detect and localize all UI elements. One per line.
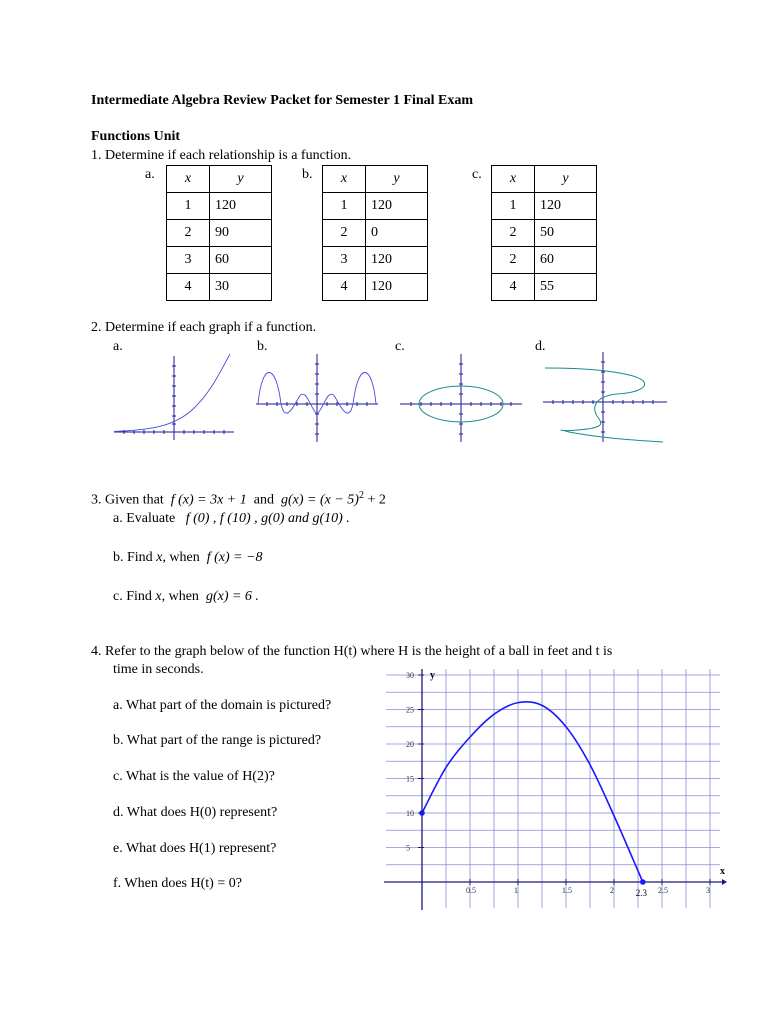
graph-d-curve: [545, 368, 663, 442]
q3b-expr: f (x) = −8: [206, 550, 263, 565]
question-2-text: 2. Determine if each graph if a function.: [91, 320, 317, 335]
chart-ticks: [406, 671, 710, 895]
graph-a-label: a.: [113, 339, 123, 354]
table-cell: 120: [210, 193, 272, 220]
x-tick-label: 3: [706, 886, 710, 895]
x-tick-label: 1: [514, 886, 518, 895]
x-axis-arrow-icon: [722, 879, 727, 885]
q3-f-definition: f (x) = 3x + 1: [170, 492, 247, 508]
table-b: [322, 165, 428, 301]
table-cell: 90: [210, 220, 272, 247]
table-cell: 4: [492, 274, 535, 301]
table-cell: 120: [366, 274, 428, 301]
graph-c-label: c.: [395, 339, 405, 354]
table-cell: 120: [366, 193, 428, 220]
q3c-prefix: c. Find: [113, 589, 152, 604]
x-tick-label: 1.5: [562, 886, 572, 895]
chart-series-line: [422, 702, 643, 882]
graph-b: [254, 352, 380, 444]
x-tick-label: 2: [610, 886, 614, 895]
q3a-terms: f (0) , f (10) , g(0) and g(10) .: [185, 511, 350, 526]
q3c-var: x: [155, 589, 162, 604]
question-4-line2: time in seconds.: [113, 662, 204, 677]
q4-part-c: c. What is the value of H(2)?: [113, 769, 275, 784]
table-cell: 1: [323, 193, 366, 220]
question-1-text: 1. Determine if each relationship is a function.: [91, 148, 352, 163]
unit-heading: Functions Unit: [91, 129, 181, 144]
table-a-label: a.: [145, 167, 155, 182]
x-tick-label: 2.5: [658, 886, 668, 895]
y-tick-label: 20: [406, 740, 414, 749]
table-cell: 1: [492, 193, 535, 220]
table-cell: 0: [366, 220, 428, 247]
page-title: Intermediate Algebra Review Packet for Semester 1 Final Exam: [91, 93, 474, 108]
question-3b: [113, 550, 263, 566]
q3-intro: 3. Given that: [91, 492, 164, 508]
x-tick-label: 0.5: [466, 886, 476, 895]
table-a-header-x: x: [167, 166, 210, 193]
y-tick-label: 15: [406, 774, 414, 784]
table-cell: 2: [167, 220, 210, 247]
table-cell: 50: [535, 220, 597, 247]
height-chart: [380, 664, 725, 912]
q3-and: and: [253, 492, 274, 508]
chart-axes: [384, 669, 727, 910]
q3b-var: x: [156, 550, 163, 565]
table-cell: 60: [535, 247, 597, 274]
chart-grid: [386, 669, 720, 908]
table-b-header-y: y: [366, 166, 428, 193]
q3c-expr: g(x) = 6 .: [205, 589, 259, 604]
table-c: [491, 165, 597, 301]
question-3-text: [91, 490, 386, 509]
graph-b-label: b.: [257, 339, 268, 354]
question-3c: [113, 589, 259, 605]
table-cell: 120: [535, 193, 597, 220]
q3b-prefix: b. Find: [113, 550, 153, 565]
table-cell: 3: [167, 247, 210, 274]
table-cell: 2: [323, 220, 366, 247]
q3-g-exponent: 2: [358, 490, 364, 501]
table-cell: 3: [323, 247, 366, 274]
table-cell: 4: [167, 274, 210, 301]
table-cell: 120: [366, 247, 428, 274]
table-b-header-x: x: [323, 166, 366, 193]
y-tick-label: 25: [406, 705, 414, 715]
table-cell: 2: [492, 247, 535, 274]
table-a: [166, 165, 272, 301]
q3a-prefix: a. Evaluate: [113, 511, 176, 526]
graph-a: [112, 352, 238, 442]
graph-d: [541, 350, 669, 444]
table-cell: 30: [210, 274, 272, 301]
q4-part-f: f. When does H(t) = 0?: [113, 876, 242, 891]
q4-part-b: b. What part of the range is pictured?: [113, 733, 322, 748]
q3b-mid: , when: [162, 550, 200, 565]
table-c-header-y: y: [535, 166, 597, 193]
table-cell: 55: [535, 274, 597, 301]
y-tick-label: 10: [406, 809, 414, 818]
graph-c: [398, 352, 524, 444]
q3-g-tail: + 2: [363, 492, 386, 508]
y-tick-label: 5: [406, 843, 410, 853]
table-cell: 1: [167, 193, 210, 220]
graph-d-label: d.: [535, 339, 546, 354]
q3c-mid: , when: [161, 589, 199, 604]
q4-part-a: a. What part of the domain is pictured?: [113, 698, 332, 713]
chart-y-label: y: [430, 670, 435, 681]
table-b-label: b.: [302, 167, 313, 182]
table-cell: 2: [492, 220, 535, 247]
chart-point-start: [419, 810, 425, 816]
question-4-line1: 4. Refer to the graph below of the function H(t) where H is the height of a ball in feet and t is: [91, 644, 613, 659]
q4-part-e: e. What does H(1) represent?: [113, 841, 277, 856]
table-c-label: c.: [472, 167, 482, 182]
chart-point-end: [640, 879, 646, 885]
table-cell: 60: [210, 247, 272, 274]
chart-annotation: 2.3: [635, 888, 648, 898]
q3-g-definition: g(x) = (x − 5): [280, 492, 359, 508]
question-3a: [113, 511, 350, 527]
q4-part-d: d. What does H(0) represent?: [113, 805, 278, 820]
table-cell: 4: [323, 274, 366, 301]
y-tick-label: 30: [406, 671, 414, 680]
table-a-header-y: y: [210, 166, 272, 193]
chart-x-label: x: [720, 866, 725, 877]
table-c-header-x: x: [492, 166, 535, 193]
